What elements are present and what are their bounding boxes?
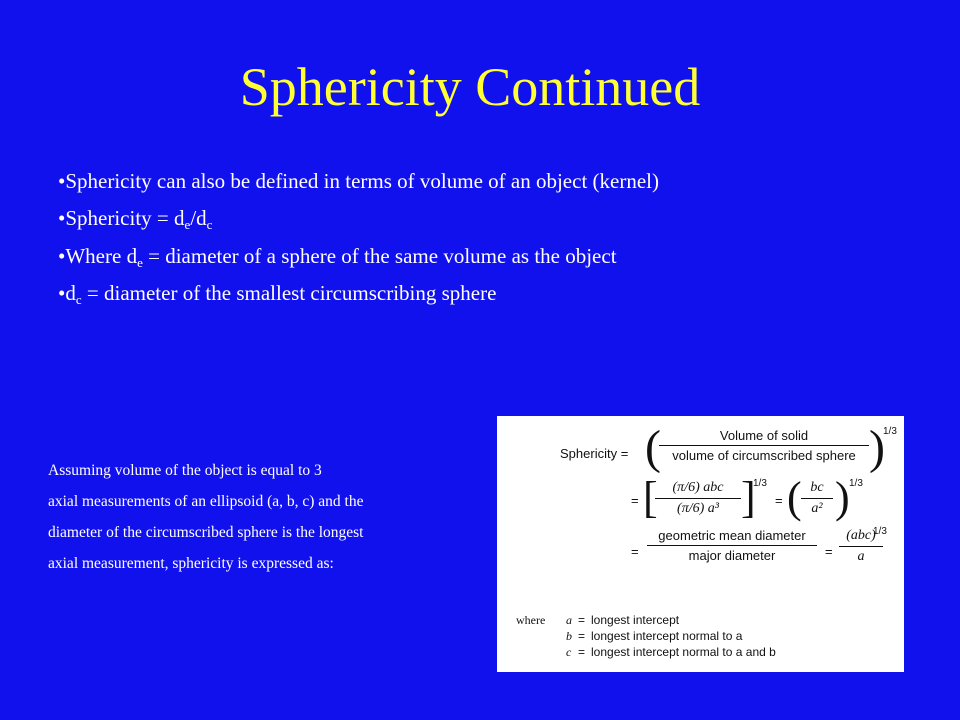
def-text: longest intercept normal to a: [591, 629, 743, 643]
left-paren: (: [645, 421, 661, 474]
equals-sign: =: [631, 493, 639, 508]
denominator: (π/6) a³: [677, 501, 719, 516]
paragraph-line: axial measurements of an ellipsoid (a, b, c) and the: [48, 493, 364, 510]
paragraph-line: diameter of the circumscribed sphere is the longest: [48, 524, 364, 541]
definition-row: [513, 644, 779, 660]
def-text: longest intercept normal to a and b: [591, 645, 776, 659]
right-bracket: ]: [741, 473, 756, 522]
subscript: e: [137, 254, 143, 270]
subscript: c: [75, 291, 82, 307]
equals-sign: =: [631, 544, 639, 559]
right-paren: ): [835, 473, 850, 522]
numerator: (π/6) abc: [672, 480, 724, 495]
paragraph-line: axial measurement, sphericity is expressed as:: [48, 555, 334, 572]
equals-sign: =: [775, 493, 783, 508]
subscript: e: [184, 217, 191, 233]
exponent: 1/3: [849, 478, 863, 489]
left-paren: (: [787, 473, 802, 522]
numerator: (abc): [846, 528, 876, 543]
def-text: longest intercept: [591, 613, 680, 627]
numerator: bc: [810, 480, 824, 495]
where-definitions: [513, 612, 779, 660]
spacer: [513, 628, 563, 644]
numerator: geometric mean diameter: [658, 528, 806, 543]
def-symbol: c: [566, 645, 572, 659]
bullet-text: = diameter of a sphere of the same volume as the object: [142, 243, 617, 268]
left-bracket: [: [643, 473, 658, 522]
bullet-text: Sphericity can also be defined in terms of volume of an object (kernel): [65, 169, 659, 193]
definition-row: [513, 612, 779, 628]
bullet-text: = diameter of the smallest circumscribing sphere: [81, 280, 497, 305]
bullet-list: [58, 168, 718, 317]
formula-image: [497, 416, 904, 672]
exponent: 1/3: [873, 526, 887, 537]
equals-sign: =: [825, 544, 833, 559]
fraction-bar: [655, 498, 741, 499]
definition-row: [513, 628, 779, 644]
bullet-text: /d: [190, 206, 207, 231]
bullet-item: [58, 168, 718, 195]
bullet-item: [58, 280, 718, 307]
exponent: 1/3: [883, 426, 897, 437]
bullet-item: [58, 205, 718, 232]
def-equals: =: [578, 613, 586, 627]
def-symbol: b: [566, 629, 572, 643]
assumption-paragraph: [48, 455, 498, 579]
denominator: major diameter: [688, 548, 776, 563]
exponent: 1/3: [753, 478, 767, 489]
slide-title: Sphericity Continued: [239, 57, 701, 117]
where-label: where: [516, 613, 546, 627]
bullet-text: Where d: [65, 243, 138, 268]
def-symbol: a: [566, 613, 572, 627]
right-paren: ): [869, 421, 885, 474]
fraction-bar: [801, 498, 833, 499]
paragraph-line: Assuming volume of the object is equal to 3: [48, 462, 322, 479]
bullet-text: Sphericity = d: [65, 206, 185, 231]
subscript: c: [206, 217, 213, 233]
fraction-pi: [655, 480, 741, 517]
def-equals: =: [578, 629, 586, 643]
denominator: a: [857, 549, 865, 564]
def-equals: =: [578, 645, 586, 659]
fraction-volume: [659, 428, 869, 463]
numerator: Volume of solid: [719, 428, 809, 443]
fraction-geometric: [647, 528, 817, 563]
denominator: volume of circumscribed sphere: [672, 448, 856, 463]
bullet-item: [58, 243, 718, 270]
formula-lhs: Sphericity =: [560, 446, 629, 461]
fraction-bar: [659, 445, 869, 446]
bullet-text: d: [65, 280, 76, 305]
denominator: a²: [811, 501, 823, 516]
fraction-bar: [647, 545, 817, 546]
fraction-bar: [839, 546, 883, 547]
fraction-bc: [801, 480, 833, 517]
spacer: [513, 644, 563, 660]
